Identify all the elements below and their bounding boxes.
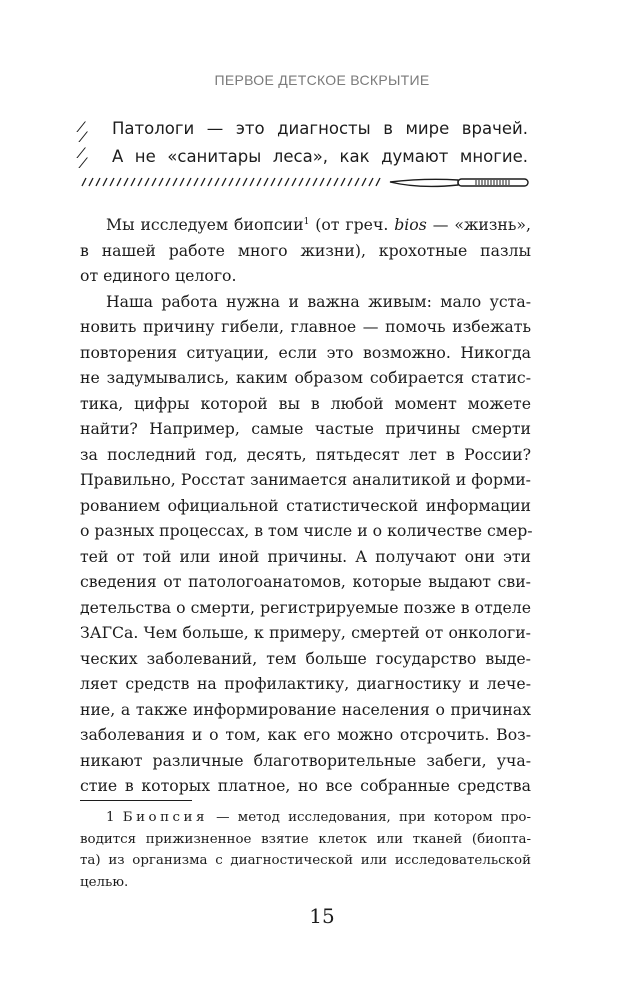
slash-decoration: ⁄ <box>82 156 85 172</box>
text-line: тей от той или иной причины. А получают они эти <box>80 546 531 566</box>
text-line: Мы исследуем биопсии$^1$ (от греч. bios — «жизнь», <box>106 215 531 234</box>
epigraph-line: А не «санитары леса», как думают многие. <box>112 147 528 166</box>
text-line: стие в которых платное, но все собранные средства <box>80 776 531 795</box>
slash-decoration: ⁄ <box>82 130 85 146</box>
text-line: о разных процессах, в том числе и о количестве смер- <box>80 521 533 540</box>
footnote-line: целью. <box>80 874 129 890</box>
text-line: ческих заболеваний, тем больше государство выде- <box>80 648 531 668</box>
footnote-line: та) из организма с диагностической или исследовательской <box>80 853 531 868</box>
text-line: найти? Например, самые частые причины смерти <box>80 419 531 438</box>
text-line: Наша работа нужна и важна живым: мало уста- <box>106 291 531 311</box>
epigraph-block <box>80 116 530 196</box>
text-line: сведения от патологоанатомов, которые выдают сви- <box>80 572 531 591</box>
slash-decoration: ⁄ <box>80 146 83 162</box>
epigraph-line: Патологи — это диагносты в мире врачей. <box>112 119 528 138</box>
scalpel-icon <box>80 174 530 190</box>
footnote-divider <box>80 800 192 801</box>
text-line: повторения ситуации, если это возможно. Никогда <box>80 342 531 362</box>
text-line: от единого целого. <box>80 266 237 285</box>
running-head: ПЕРВОЕ ДЕТСКОЕ ВСКРЫТИЕ <box>214 72 430 88</box>
footnote-term: Биопсия <box>122 810 208 825</box>
text-line: за последний год, десять, пятьдесят лет в России? <box>80 444 531 464</box>
page-number: 15 <box>309 904 335 928</box>
footnote-ref[interactable]: 1 <box>303 216 310 227</box>
text-line: ЗАГСа. Чем больше, к примеру, смертей от онкологи- <box>80 623 531 642</box>
text-line: детельства о смерти, регистрируемые позже в отделе <box>80 597 531 617</box>
text-line: ляет средств на профилактику, диагностику и лече- <box>80 674 531 693</box>
text-line: заболевания и о том, как его можно отсрочить. Воз- <box>80 725 531 744</box>
text-line: никают различные благотворительные забеги, уча- <box>80 750 531 770</box>
footnote <box>80 807 531 893</box>
text-line: тика, цифры которой вы в любой момент можете <box>80 393 531 413</box>
text-line: Правильно, Росстат занимается аналитикой и форми- <box>80 470 531 489</box>
body-text <box>80 212 531 799</box>
slash-decoration: ⁄ <box>80 120 83 136</box>
footnote-line: 1 Биопсия — метод исследования, при котором про- <box>106 810 531 825</box>
text-line: новить причину гибели, главное — помочь избежать <box>80 317 531 336</box>
text-line: рованием официальной статистической информации <box>80 495 531 515</box>
text-line: ние, а также информирование населения о причинах <box>80 699 531 719</box>
footnote-line: водится прижизненное взятие клеток или тканей (биопта- <box>80 831 531 847</box>
text-line: не задумывались, каким образом собирается статис- <box>80 368 531 387</box>
text-line: в нашей работе много жизни), крохотные пазлы <box>80 240 531 260</box>
